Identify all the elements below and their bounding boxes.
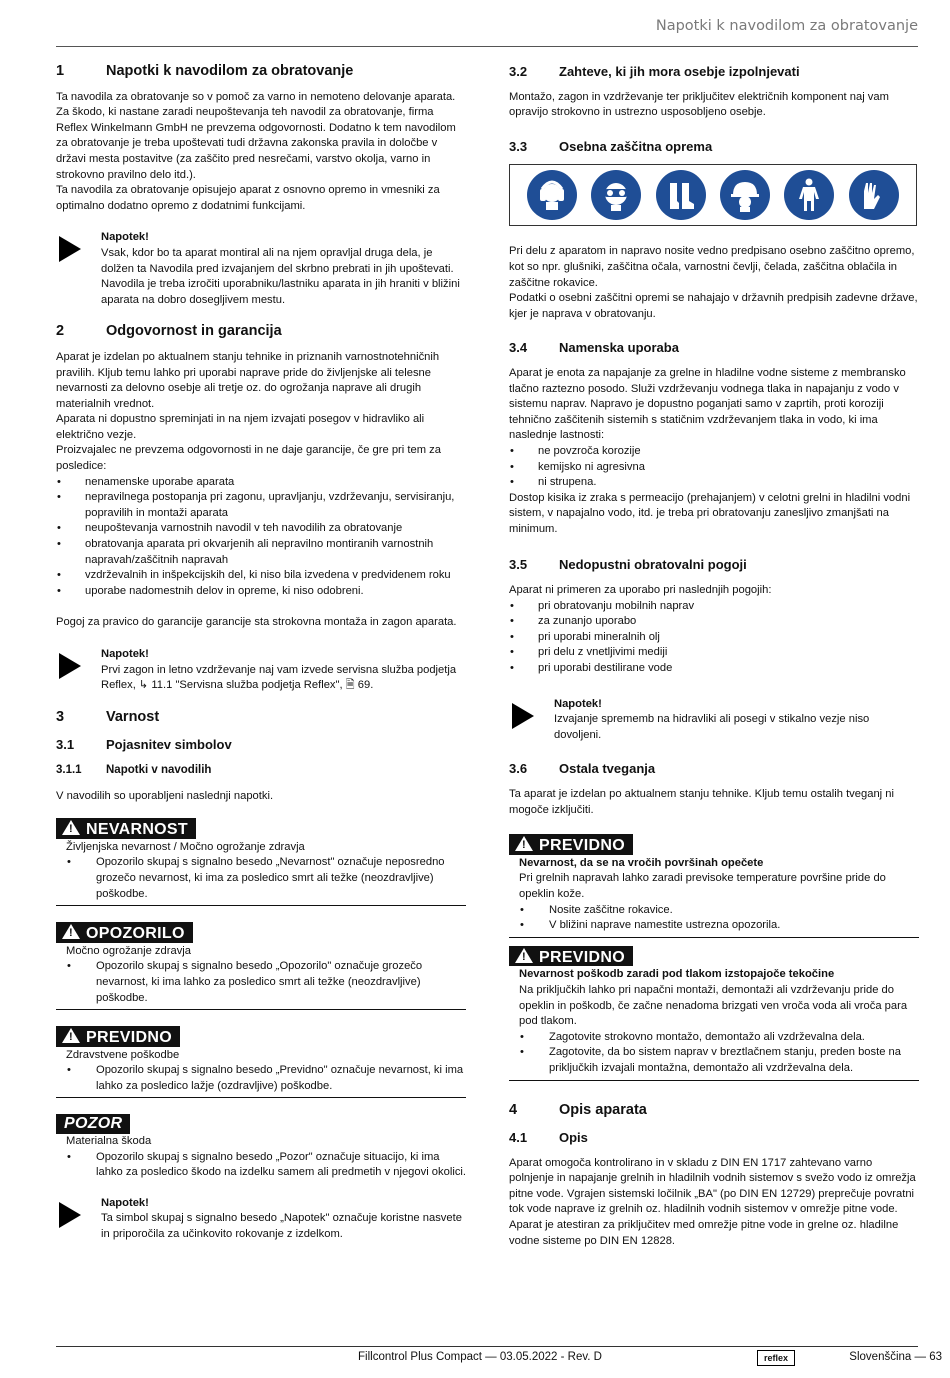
warning-triangle-icon — [62, 820, 80, 835]
section-3-5-heading: 3.5 Nedopustni obratovalni pogoji — [509, 557, 747, 573]
list-item: • Zagotovite strokovno montažo, demontažo ali vzdrževalna dela. — [519, 1030, 919, 1046]
list-item: • uporabe nadomestnih delov in opreme, ki niso odobreni. — [56, 584, 466, 600]
note-box: Napotek! Ta simbol skupaj s signalno besedo „Napotek" označuje koristne nasvete in priporočila za učinkovito rokovanje z izdelkom. — [56, 1196, 466, 1243]
paragraph: Aparat ni primeren za uporabo pri naslednjih pogojih: — [509, 584, 772, 597]
section-3-6-heading: 3.6 Ostala tveganja — [509, 761, 656, 777]
paragraph: V navodilih so uporabljeni naslednji napotki. — [56, 789, 274, 802]
list-item: • za zunanjo uporabo — [509, 614, 919, 630]
list-item: • nepravilnega postopanja pri zagonu, upravljanju, vzdrževanju, servisiranju, popravilih in montaži aparata — [56, 490, 466, 521]
arrow-icon — [56, 647, 101, 694]
caution-signal-label: !PREVIDNO — [56, 1026, 180, 1047]
section-2-heading: 2 Odgovornost in garancija — [56, 323, 282, 340]
paragraph: Ta navodila za obratovanje so v pomoč za varno in nemoteno delovanje aparata. — [56, 90, 456, 103]
paragraph: Pri delu z aparatom in napravo nosite vedno predpisano osebno zaščitno opremo, kot so npr. glušniki, zaščitna očala, varnostni čevlji, čelada, zaščitna oblačila in zaščitne rokavice. — [509, 245, 915, 289]
caution-signal-label: !PREVIDNO — [509, 834, 633, 855]
caution-hot-surfaces-block: !PREVIDNO Nevarnost, da se na vročih površinah opečete Pri grelnih napravah lahko zaradi previsoke temperature površine pride do opeklin kože. • Nosite zaščitne rokavice. • V bližini naprave namestite ustrezna opozorila. — [509, 834, 919, 938]
list-item: • pri delu z vnetljivimi mediji — [509, 645, 919, 661]
goggles-icon — [591, 170, 641, 220]
arrow-icon — [56, 1196, 101, 1243]
section-3-1-1-heading: 3.1.1 Napotki v navodilih — [56, 763, 212, 776]
safety-boots-icon — [656, 170, 706, 220]
notice-signal-label: POZOR — [56, 1114, 130, 1134]
paragraph: Aparata ni dopustno spreminjati in na njem izvajati posegov v hidravliko ali električno vezje. — [56, 413, 425, 441]
note-box: Napotek! Vsak, kdor bo ta aparat montiral ali na njem opravljal druga dela, je dolžen ta Navodila pred izvajanjem del skrbno prebrati in jih upoštevati. Navodila je treba izročiti uporabniku/lastniku aparata in jih hraniti v bližini aparata na dobro dosegljivem mestu. — [56, 230, 466, 308]
paragraph: Proizvajalec ne prevzema odgovornosti in ne daje garancije, če gre pri tem za posledice: — [56, 444, 441, 473]
list-item: • vzdrževalnih in inšpekcijskih del, ki niso bila izvedena v predvidenem roku — [56, 568, 466, 584]
list-item: • kemijsko ni agresivna — [509, 460, 919, 476]
arrow-icon — [509, 697, 554, 744]
list-item: • Nosite zaščitne rokavice. — [519, 903, 919, 919]
paragraph: Pogoj za pravico do garancije garancije sta strokovna montaža in zagon aparata. — [56, 616, 457, 629]
paragraph: Podatki o osebni zaščitni opremi se nahajajo v državnih predpisih zadevne države, kjer je naprava v obratovanju. — [509, 292, 918, 320]
paragraph: Aparat omogoča kontrolirano in v skladu z DIN EN 1717 zahtevano varno polnjenje in napajanje grelnih in hladilnih vodnih sistemov s svežo vodo iz omrežja pitne vode. Vgrajen sistemski ločilnik „BA" (po DIN EN 12729) preprečuje povratni tok vode naprave iz grelnih oz. hladilnih vodnih sistemov v omrežje pitne vode. Aparat je atestiran za priključitev med omrežje pitne vode in grelne oz. hladilne vodne sisteme po DIN EN 12828. — [509, 1156, 916, 1247]
ppe-pictograms — [509, 164, 917, 226]
notice-signal-block: POZOR Materialna škoda • Opozorilo skupaj s signalno besedo „Pozor" označuje situacijo, ki ima lahko za posledico škodo na izdelku samem ali predmetih v njegovi okolici. — [56, 1114, 466, 1183]
list-item: • Opozorilo skupaj s signalno besedo „Pozor" označuje situacijo, ki ima lahko za posledico škodo na izdelku samem ali predmetih v njegovi okolici. — [66, 1150, 466, 1181]
list-item: • Opozorilo skupaj s signalno besedo „Nevarnost" označuje neposredno grozečo nevarnost, ki ima za posledico smrt ali težke (neozdravljive) poškodbe. — [66, 855, 466, 902]
section-3-2-heading: 3.2 Zahteve, ki jih mora osebje izpolnjevati — [509, 64, 800, 79]
danger-signal-block: !NEVARNOST Življenjska nevarnost / Močno ogrožanje zdravja • Opozorilo skupaj s signalno besedo „Nevarnost" označuje neposredno grozečo nevarnost, ki ima za posledico smrt ali težke (neozdravljive) poškodbe. — [56, 818, 466, 906]
header-divider — [56, 46, 918, 47]
caution-pressure-block: !PREVIDNO Nevarnost poškodb zaradi pod tlakom izstopajoče tekočine Na priključkih lahko pri napačni montaži, demontaži ali vzdrževanju pride do opeklin in poškodb, če začne nenadoma brizgati ven vroča voda ali vroča para pod tlakom. • Zagotovite strokovno montažo, demontažo ali vzdrževalna dela. • Zagotovite, da bo sistem naprav v breztlačnem stanju, preden boste na priključkih izvajali montažna, demontažo ali vzdrževalna dela. — [509, 946, 919, 1081]
list-item: • neupoštevanja varnostnih navodil v teh navodilih za obratovanje — [56, 521, 466, 537]
list-item: • pri uporabi mineralnih olj — [509, 630, 919, 646]
caution-signal-block: !PREVIDNO Zdravstvene poškodbe • Opozorilo skupaj s signalno besedo „Previdno" označuje nevarnost, ki ima lahko za posledico lažje (ozdravljive) poškodbe. — [56, 1026, 466, 1098]
bullet-list — [509, 444, 919, 491]
list-item: • Zagotovite, da bo sistem naprav v breztlačnem stanju, preden boste na priključkih izvajali montažna, demontažo ali vzdrževalna dela. — [519, 1045, 919, 1076]
section-3-heading: 3 Varnost — [56, 708, 160, 725]
paragraph: Za škodo, ki nastane zaradi neupoštevanja teh navodil za obratovanje, firma Reflex Winkelmann GmbH ne prevzema odgovornosti. Dodatno k tem navodilom za obratovanje je treba upoštevati tudi državna zakonska pravila in določbe v državi mesta postavitve (za zaščito pred nesrečami, varstvo okolja, varno in strokovno pravilno delo itd.). — [56, 106, 456, 181]
section-3-1-heading: 3.1 Pojasnitev simbolov — [56, 737, 232, 753]
caution-signal-label: !PREVIDNO — [509, 946, 633, 967]
paragraph: Montažo, zagon in vzdrževanje ter priključitev električnih komponent naj vam opravijo strokovno in ustrezno usposobljeno osebje. — [509, 90, 889, 119]
list-item: • V bližini naprave namestite ustrezna opozorila. — [519, 918, 919, 934]
page-header: Napotki k navodilom za obratovanje — [655, 18, 918, 34]
paragraph: Ta navodila za obratovanje opisujejo aparat z osnovno opremo in vmesniki za optimalno dodatno opremo z dodatnimi funkcijami. — [56, 184, 440, 212]
section-1-heading: 1 Napotki k navodilom za obratovanje — [56, 63, 354, 79]
footer-page: Slovenščina — 63 — [849, 1351, 942, 1363]
reflex-logo: reflex — [757, 1350, 795, 1366]
section-4-1-heading: 4.1 Opis — [509, 1130, 588, 1146]
warning-triangle-icon — [62, 1028, 80, 1043]
list-item: • Opozorilo skupaj s signalno besedo „Previdno" označuje nevarnost, ki ima lahko za posledico lažje (ozdravljive) poškodbe. — [66, 1063, 466, 1094]
list-item: • ni strupena. — [509, 475, 919, 491]
warning-triangle-icon — [515, 948, 533, 963]
section-3-3-heading: 3.3 Osebna zaščitna oprema — [509, 138, 713, 154]
warning-triangle-icon — [62, 924, 80, 939]
list-item: • Opozorilo skupaj s signalno besedo „Opozorilo" označuje grozečo nevarnost, ki ima lahko za posledico smrt ali težke (neozdravljive) poškodbe. — [66, 959, 466, 1006]
list-item: • pri obratovanju mobilnih naprav — [509, 599, 919, 615]
list-item: • obratovanja aparata pri okvarjenih ali nepravilno montiranih varnostnih napravah/zaščitnih napravah — [56, 537, 466, 568]
bullet-list — [56, 475, 466, 600]
protective-suit-icon — [784, 170, 834, 220]
list-item: • ne povzroča korozije — [509, 444, 919, 460]
paragraph: Dostop kisika iz zraka s permeacijo (prehajanjem) v celotni grelni in hladilni vodni sistem, v napajalno vodo, itd. je treba pri obratovanju zanesljivo zmanjšati na minimum. — [509, 491, 911, 535]
warning-triangle-icon — [515, 836, 533, 851]
arrow-icon — [56, 230, 101, 308]
warning-signal-block: !OPOZORILO Močno ogrožanje zdravja • Opozorilo skupaj s signalno besedo „Opozorilo" označuje grozečo nevarnost, ki ima lahko za posledico smrt ali težke (neozdravljive) poškodbe. — [56, 922, 466, 1010]
danger-signal-label: !NEVARNOST — [56, 818, 196, 839]
note-box: Napotek! Prvi zagon in letno vzdrževanje naj vam izvede servisna služba podjetja Reflex, ↳ 11.1 "Servisna služba podjetja Reflex", 🗎 69. — [56, 647, 466, 694]
list-item: • nenamenske uporabe aparata — [56, 475, 466, 491]
footer-divider — [56, 1346, 918, 1347]
footer-document: Fillcontrol Plus Compact — 03.05.2022 - Rev. D — [358, 1351, 602, 1363]
ear-protection-icon — [527, 170, 577, 220]
section-4-heading: 4 Opis aparata — [509, 1101, 647, 1118]
right-column — [509, 60, 919, 1249]
gloves-icon — [849, 170, 899, 220]
left-column — [56, 60, 466, 1259]
note-box: Napotek! Izvajanje sprememb na hidravliki ali posegi v stikalno vezje niso dovoljeni. — [509, 697, 919, 744]
paragraph: Ta aparat je izdelan po aktualnem stanju tehnike. Kljub temu ostalih tveganj ni mogoče izključiti. — [509, 788, 894, 816]
warning-signal-label: !OPOZORILO — [56, 922, 193, 943]
list-item: • pri uporabi destilirane vode — [509, 661, 919, 677]
paragraph: Aparat je izdelan po aktualnem stanju tehnike in priznanih varnostnotehničnih pravilih. Kljub temu lahko pri uporabi naprave pride do življenjske ali telesne nevarnosti za delovno osebje ali tretje oz. do ogrožanja naprave ali drugih materialnih vrednot. — [56, 350, 440, 410]
paragraph: Aparat je enota za napajanje za grelne in hladilne vodne sisteme z membransko tlačno raztezno posodo. Služi vzdrževanju vodnega tlaka in napajanju z vodo v sistemu naprav. Napravo je dopustno poganjati samo v zaprtih, proti koroziji tehnično zaščitenih sistemih s statičnim vzdrževanjem tlaka in vodo, ki ima naslednje lastnosti: — [509, 366, 906, 442]
bullet-list — [509, 599, 919, 677]
section-3-4-heading: 3.4 Namenska uporaba — [509, 340, 679, 356]
helmet-icon — [720, 170, 770, 220]
